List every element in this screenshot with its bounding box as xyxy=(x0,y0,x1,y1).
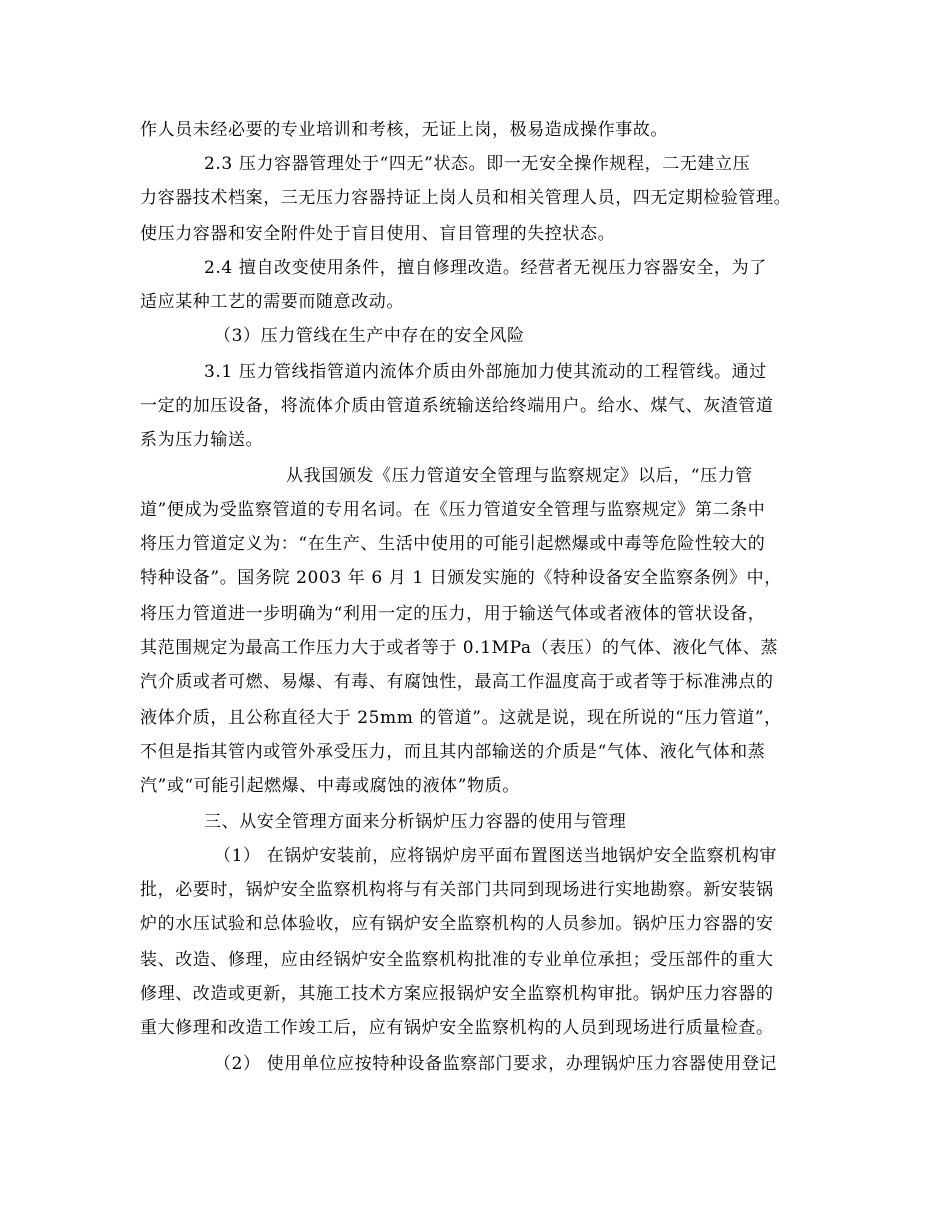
text-line: 汽”或“可能引起燃爆、中毒或腐蚀的液体”物质。 xyxy=(140,776,520,796)
text-line: 不但是指其管内或管外承受压力，而且其内部输送的介质是“气体、液化气体和蒸 xyxy=(140,742,766,762)
text-line: 从我国颁发《压力管道安全管理与监察规定》以后，“压力管 xyxy=(286,466,753,486)
text-line: 其范围规定为最高工作压力大于或者等于 0.1MPa（表压）的气体、液化气体、蒸 xyxy=(140,638,779,658)
text-line: 炉的水压试验和总体验收，应有锅炉安全监察机构的人员参加。锅炉压力容器的安 xyxy=(140,914,774,934)
text-line: （3）压力管线在生产中存在的安全风险 xyxy=(214,326,525,346)
text-line: 适应某种工艺的需要而随意改动。 xyxy=(140,292,404,312)
text-line: 将压力管道进一步明确为“利用一定的压力，用于输送气体或者液体的管状设备， xyxy=(140,604,766,624)
text-line: 力容器技术档案，三无压力容器持证上岗人员和相关管理人员，四无定期检验管理。 xyxy=(140,188,792,208)
text-line: 汽介质或者可燃、易爆、有毒、有腐蚀性，最高工作温度高于或者等于标准沸点的 xyxy=(140,672,774,692)
text-line: 3.1 压力管线指管道内流体介质由外部施加力使其流动的工程管线。通过 xyxy=(204,362,767,382)
text-line: （1） 在锅炉安装前，应将锅炉房平面布置图送当地锅炉安全监察机构审 xyxy=(214,846,778,866)
text-line: 液体介质，且公称直径大于 25mm 的管道”。这就是说，现在所说的“压力管道”， xyxy=(140,708,782,728)
text-line: 三、从安全管理方面来分析锅炉压力容器的使用与管理 xyxy=(204,812,627,832)
text-line: 装、改造、修理，应由经锅炉安全监察机构批准的专业单位承担；受压部件的重大 xyxy=(140,950,774,970)
text-line: （2） 使用单位应按特种设备监察部门要求，办理锅炉压力容器使用登记 xyxy=(214,1054,778,1074)
text-line: 使压力容器和安全附件处于盲目使用、盲目管理的失控状态。 xyxy=(140,224,616,244)
text-line: 一定的加压设备，将流体介质由管道系统输送给终端用户。给水、煤气、灰渣管道 xyxy=(140,396,774,416)
text-line: 作人员未经必要的专业培训和考核，无证上岗，极易造成操作事故。 xyxy=(140,120,668,140)
text-line: 特种设备”。国务院 2003 年 6 月 1 日颁发实施的《特种设备安全监察条例》中， xyxy=(140,568,782,588)
text-line: 修理、改造或更新，其施工技术方案应报锅炉安全监察机构审批。锅炉压力容器的 xyxy=(140,984,774,1004)
text-line: 2.3 压力容器管理处于“四无”状态。即一无安全操作规程，二无建立压 xyxy=(204,154,751,174)
text-line: 批，必要时，锅炉安全监察机构将与有关部门共同到现场进行实地勘察。新安装锅 xyxy=(140,880,774,900)
text-line: 重大修理和改造工作竣工后，应有锅炉安全监察机构的人员到现场进行质量检查。 xyxy=(140,1018,774,1038)
text-line: 系为压力输送。 xyxy=(140,430,264,450)
text-line: 2.4 擅自改变使用条件，擅自修理改造。经营者无视压力容器安全，为了 xyxy=(204,258,767,278)
text-line: 将压力管道定义为：“在生产、生活中使用的可能引起燃爆或中毒等危险性较大的 xyxy=(140,534,766,554)
text-line: 道”便成为受监察管道的专用名词。在《压力管道安全管理与监察规定》第二条中 xyxy=(140,500,766,520)
